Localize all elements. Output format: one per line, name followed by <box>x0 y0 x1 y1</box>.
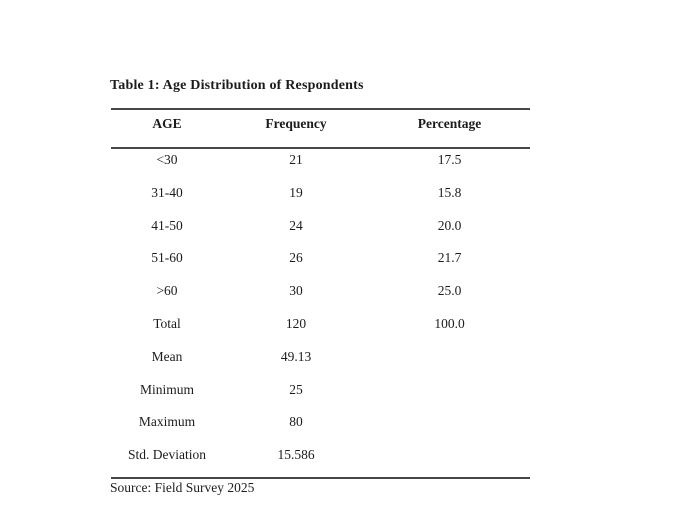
cell-age: Std. Deviation <box>128 447 206 463</box>
table-row <box>111 182 530 215</box>
cell-age: Minimum <box>139 381 194 397</box>
age-distribution-table <box>111 108 530 479</box>
cell-percentage: 100.0 <box>434 315 465 331</box>
cell-frequency: 19 <box>289 184 303 200</box>
cell-age: 41-50 <box>151 217 183 233</box>
cell-frequency: 24 <box>289 217 303 233</box>
cell-frequency: 30 <box>289 283 303 299</box>
cell-age: 31-40 <box>151 184 183 200</box>
source-note: Source: Field Survey 2025 <box>110 480 255 495</box>
cell-percentage <box>369 346 530 379</box>
table-row <box>111 444 530 477</box>
cell-percentage: 25.0 <box>437 283 462 299</box>
cell-frequency: 80 <box>289 414 303 430</box>
cell-age: 51-60 <box>151 250 183 266</box>
cell-percentage: 17.5 <box>437 152 462 167</box>
cell-frequency: 21 <box>289 152 303 167</box>
table-row <box>111 149 530 182</box>
table-row <box>111 346 530 379</box>
table-row <box>111 379 530 412</box>
table-header-row <box>111 110 530 149</box>
cell-age: Mean <box>151 348 183 364</box>
table-row <box>111 247 530 280</box>
table-row <box>111 280 530 313</box>
cell-frequency: 49.13 <box>280 348 312 364</box>
cell-age: Total <box>153 315 181 331</box>
cell-percentage <box>369 411 530 444</box>
cell-percentage: 21.7 <box>437 250 462 266</box>
header-age: AGE <box>152 116 182 131</box>
table-row <box>111 411 530 444</box>
cell-percentage <box>369 444 530 477</box>
cell-frequency: 25 <box>289 381 303 397</box>
table-row <box>111 215 530 248</box>
cell-age: Maximum <box>138 414 196 430</box>
cell-age: <30 <box>156 152 178 167</box>
header-percentage: Percentage <box>417 116 482 131</box>
table-row <box>111 313 530 346</box>
cell-frequency: 15.586 <box>277 447 315 463</box>
cell-frequency: 26 <box>289 250 303 266</box>
table-title: Table 1: Age Distribution of Respondents <box>110 78 364 93</box>
cell-percentage: 15.8 <box>437 184 462 200</box>
cell-percentage <box>369 379 530 412</box>
cell-percentage: 20.0 <box>437 217 462 233</box>
header-frequency: Frequency <box>265 116 327 131</box>
cell-age: >60 <box>156 283 178 299</box>
cell-frequency: 120 <box>285 315 307 331</box>
